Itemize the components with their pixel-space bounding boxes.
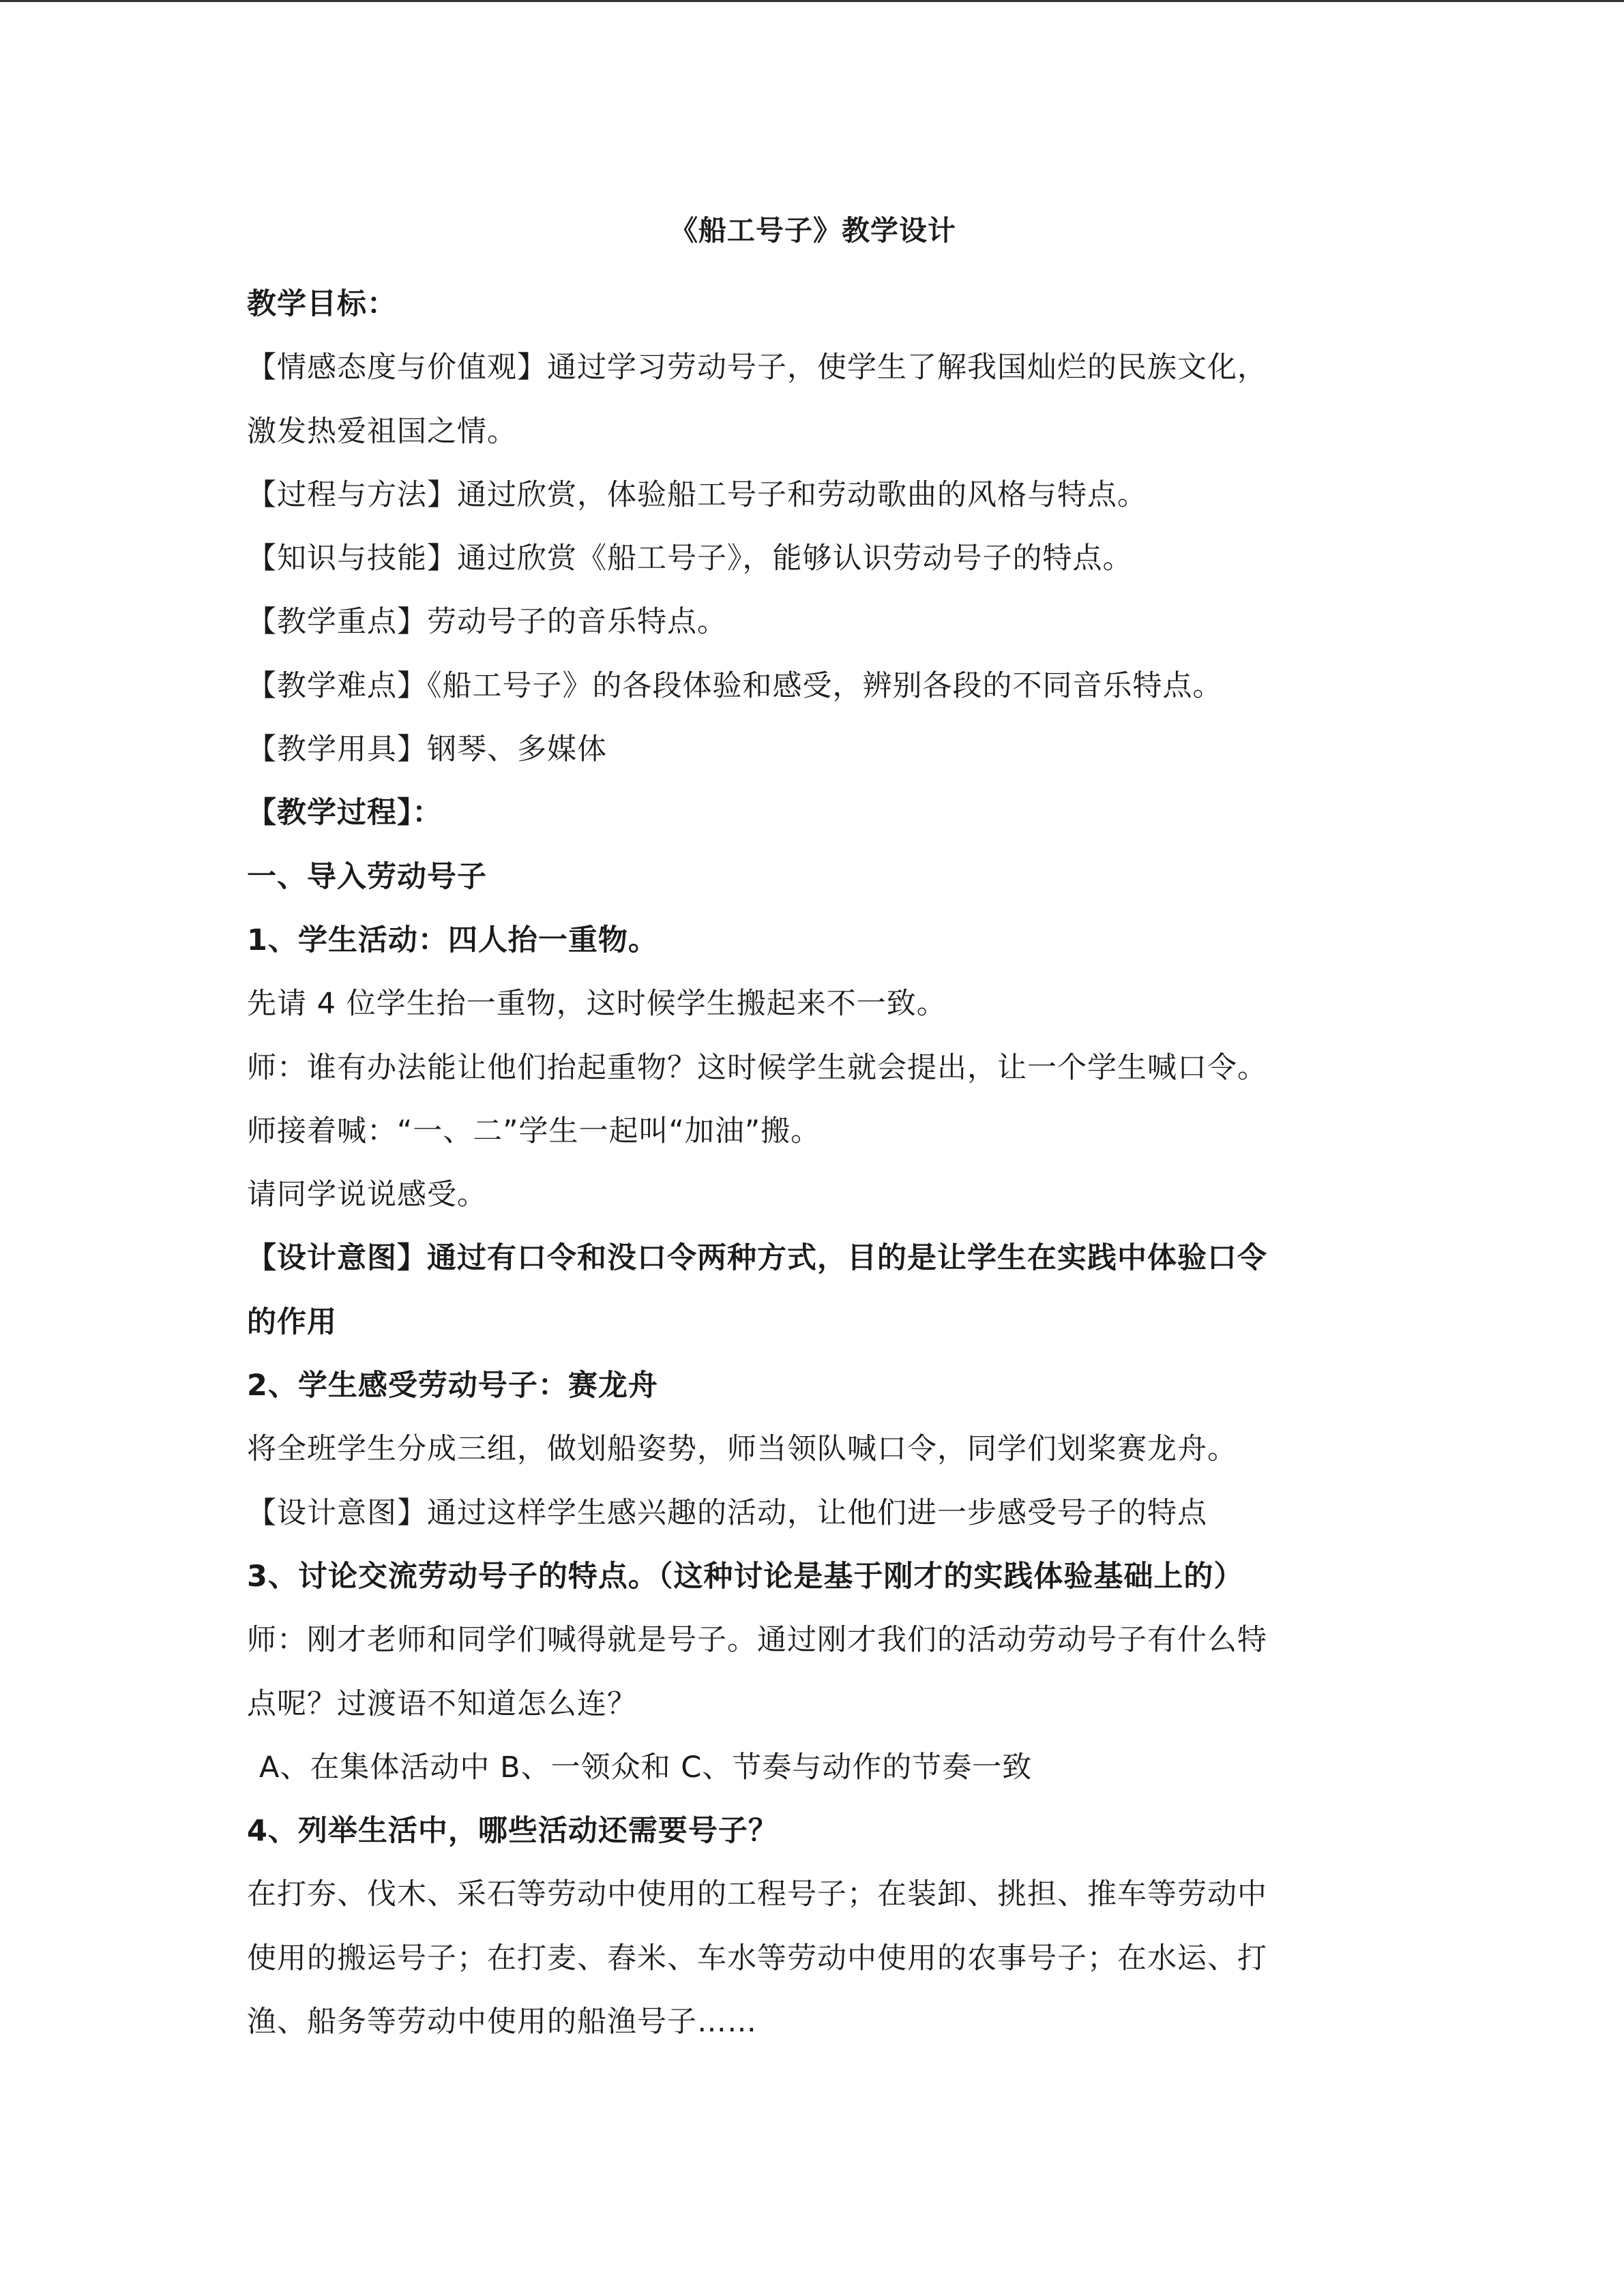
text-line: 【设计意图】通过这样学生感兴趣的活动，让他们进一步感受号子的特点 (247, 1495, 1207, 1530)
text-line: 【情感态度与价值观】通过学习劳动号子，使学生了解我国灿烂的民族文化， (247, 351, 1267, 385)
text-line: 【设计意图】通过有口令和没口令两种方式，目的是让学生在实践中体验口令 (247, 1241, 1267, 1276)
document-title: 《船工号子》教学设计 (670, 214, 956, 247)
text-line: 【教学难点】《船工号子》的各段体验和感受，辨别各段的不同音乐特点。 (247, 668, 1223, 703)
text-line: 【过程与方法】通过欣赏，体验船工号子和劳动歌曲的风格与特点。 (247, 477, 1147, 512)
document-body (247, 273, 1379, 2054)
text-line: 的作用 (247, 1304, 337, 1339)
text-line: 激发热爱祖国之情。 (247, 414, 517, 449)
text-line: 师：刚才老师和同学们喊得就是号子。通过刚才我们的活动劳动号子有什么特 (247, 1623, 1267, 1658)
text-line: 【教学重点】劳动号子的音乐特点。 (247, 605, 727, 640)
text-line: 2、学生感受劳动号子：赛龙舟 (247, 1369, 658, 1403)
text-line: 教学目标： (247, 287, 397, 321)
text-line: 1、学生活动：四人抬一重物。 (247, 923, 658, 957)
page-top-border (0, 0, 1624, 2)
text-line: A、在集体活动中 B、一领众和 C、节奏与动作的节奏一致 (259, 1750, 1033, 1785)
text-line: 在打夯、伐木、采石等劳动中使用的工程号子；在装卸、挑担、推车等劳动中 (247, 1877, 1267, 1912)
text-line: 师：谁有办法能让他们抬起重物？这时候学生就会提出，让一个学生喊口令。 (247, 1050, 1267, 1085)
text-line: 【教学过程】： (247, 796, 443, 831)
text-line: 一、导入劳动号子 (247, 859, 487, 894)
text-line: 请同学说说感受。 (247, 1178, 487, 1212)
text-line: 先请 4 位学生抬一重物，这时候学生搬起来不一致。 (247, 987, 947, 1022)
text-line: 【知识与技能】通过欣赏《船工号子》，能够认识劳动号子的特点。 (247, 541, 1133, 576)
text-line: 渔、船务等劳动中使用的船渔号子…… (247, 2005, 757, 2040)
text-line: 3、讨论交流劳动号子的特点。（这种讨论是基于刚才的实践体验基础上的） (247, 1559, 1244, 1594)
text-line: 点呢？过渡语不知道怎么连？ (247, 1686, 637, 1721)
text-line: 师接着喊：“一、二”学生一起叫“加油”搬。 (247, 1114, 821, 1148)
text-line: 使用的搬运号子；在打麦、舂米、车水等劳动中使用的农事号子；在水运、打 (247, 1941, 1267, 1976)
text-line: 【教学用具】钢琴、多媒体 (247, 732, 607, 767)
text-line: 4、列举生活中，哪些活动还需要号子？ (247, 1814, 778, 1849)
text-line: 将全班学生分成三组，做划船姿势，师当领队喊口令，同学们划桨赛龙舟。 (247, 1432, 1237, 1467)
document-page (247, 209, 1379, 2054)
